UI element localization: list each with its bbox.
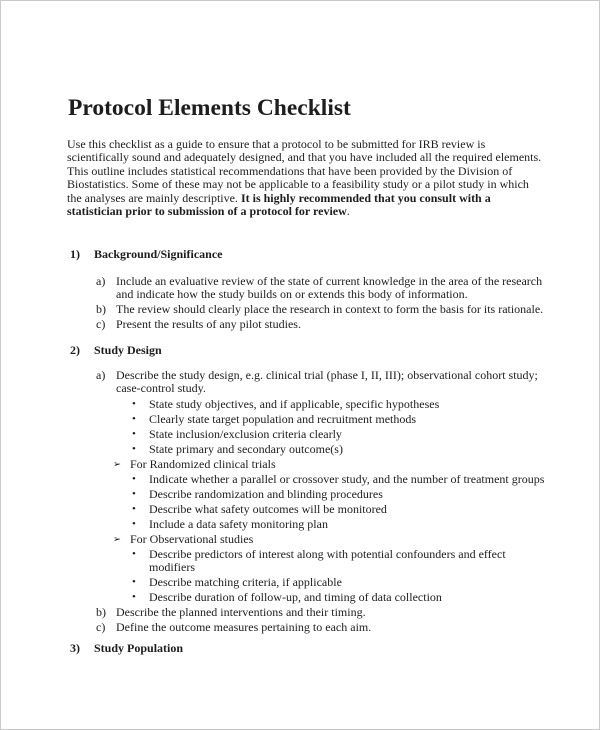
list-item-text: Describe the study design, e.g. clinical trial (phase I, II, III); observational cohort study; case-control study.: [116, 368, 538, 396]
list-item: [132, 473, 546, 486]
list-item: [132, 548, 546, 575]
intro-suffix: .: [346, 204, 350, 219]
list-item: [132, 591, 546, 604]
bullet-icon: •: [132, 502, 136, 515]
list-item-text: The review should clearly place the research in context to form the basis for its rationale.: [116, 302, 544, 317]
bullet-icon: •: [132, 517, 136, 530]
bullet-icon: •: [132, 576, 136, 589]
list-item: [96, 318, 546, 331]
bullet-icon: •: [132, 547, 136, 560]
list-item-text: Describe the planned interventions and their timing.: [116, 605, 366, 620]
sub-list-label: [113, 458, 546, 471]
section-1-heading: [70, 248, 546, 261]
list-item-text: State primary and secondary outcome(s): [149, 441, 343, 456]
design-bullets: [67, 398, 546, 605]
item-marker: a): [96, 368, 106, 383]
section-number: 3): [70, 640, 80, 655]
list-item: [132, 576, 546, 589]
list-item: [96, 303, 546, 316]
list-item: [96, 369, 546, 396]
list-item-text: Describe duration of follow-up, and timing of data collection: [149, 590, 442, 605]
list-item-text: Include an evaluative review of the state of current knowledge in the area of the research and indicate how the study builds on or extends this body of information.: [116, 273, 543, 302]
list-item: [132, 503, 546, 516]
section-3-heading-clipped: [67, 640, 546, 655]
list-item-text: Describe what safety outcomes will be monitored: [149, 501, 387, 516]
section-title: Study Population: [94, 640, 184, 655]
item-marker: b): [96, 605, 106, 620]
item-marker: a): [96, 273, 106, 288]
item-marker: c): [96, 620, 106, 635]
list-item-text: Indicate whether a parallel or crossover study, and the number of treatment groups: [149, 471, 545, 486]
list-item-text: Describe randomization and blinding procedures: [149, 486, 383, 501]
sub-list-label-text: For Observational studies: [130, 531, 254, 546]
list-item: [132, 428, 546, 441]
arrow-bullet-icon: ➢: [113, 458, 121, 470]
list-item-text: State inclusion/exclusion criteria clearly: [149, 426, 342, 441]
list-item-text: Describe predictors of interest along with potential confounders and effect modifiers: [149, 546, 506, 575]
section-number: 2): [70, 342, 80, 357]
bullet-icon: •: [132, 412, 136, 425]
document-content: [1, 95, 599, 655]
list-item: [96, 606, 546, 619]
section-2-list: [67, 369, 546, 635]
list-item-text: State study objectives, and if applicable, specific hypotheses: [149, 396, 440, 411]
arrow-bullet-icon: ➢: [113, 533, 121, 545]
bullet-icon: •: [132, 442, 136, 455]
list-item-text: Clearly state target population and recruitment methods: [149, 411, 417, 426]
section-3-heading: [70, 642, 546, 655]
item-marker: b): [96, 302, 106, 317]
intro-text: Use this checklist as a guide to ensure that a protocol to be submitted for IRB review is scientifically sound and adequately designed, and that you have included all the required elements. This outline includes statistical recommendations that have been provided by the Division of Biostatistics. Some of these may not be applicable to a feasibility study or a pilot study in which the analyses are mainly descriptive.: [67, 137, 542, 205]
section-number: 1): [70, 247, 80, 262]
list-item-text: Define the outcome measures pertaining to each aim.: [116, 620, 372, 635]
list-item-text: Describe matching criteria, if applicable: [149, 575, 342, 590]
section-title: Background/Significance: [94, 247, 223, 262]
bullet-icon: •: [132, 487, 136, 500]
sub-list-label: [113, 533, 546, 546]
section-1-list: [67, 275, 546, 332]
section-title: Study Design: [94, 342, 162, 357]
list-item: [96, 621, 546, 634]
bullet-icon: •: [132, 397, 136, 410]
item-marker: c): [96, 317, 106, 332]
list-item-text: Include a data safety monitoring plan: [149, 516, 328, 531]
list-item: [132, 398, 546, 411]
list-item: [132, 488, 546, 501]
list-item: [132, 518, 546, 531]
section-2-heading: [70, 344, 546, 357]
intro-paragraph: [67, 138, 546, 218]
list-item: [132, 443, 546, 456]
list-item-text: Present the results of any pilot studies.: [116, 317, 301, 332]
list-item: [96, 275, 546, 302]
intro-bold-text: It is highly recommended that you consult with a statistician prior to submission of a protocol for review: [67, 190, 491, 219]
list-item: [132, 413, 546, 426]
sub-list-label-text: For Randomized clinical trials: [130, 456, 276, 471]
bullet-icon: •: [132, 427, 136, 440]
bullet-icon: •: [132, 472, 136, 485]
page-title: Protocol Elements Checklist: [68, 95, 351, 121]
bullet-icon: •: [132, 591, 136, 604]
